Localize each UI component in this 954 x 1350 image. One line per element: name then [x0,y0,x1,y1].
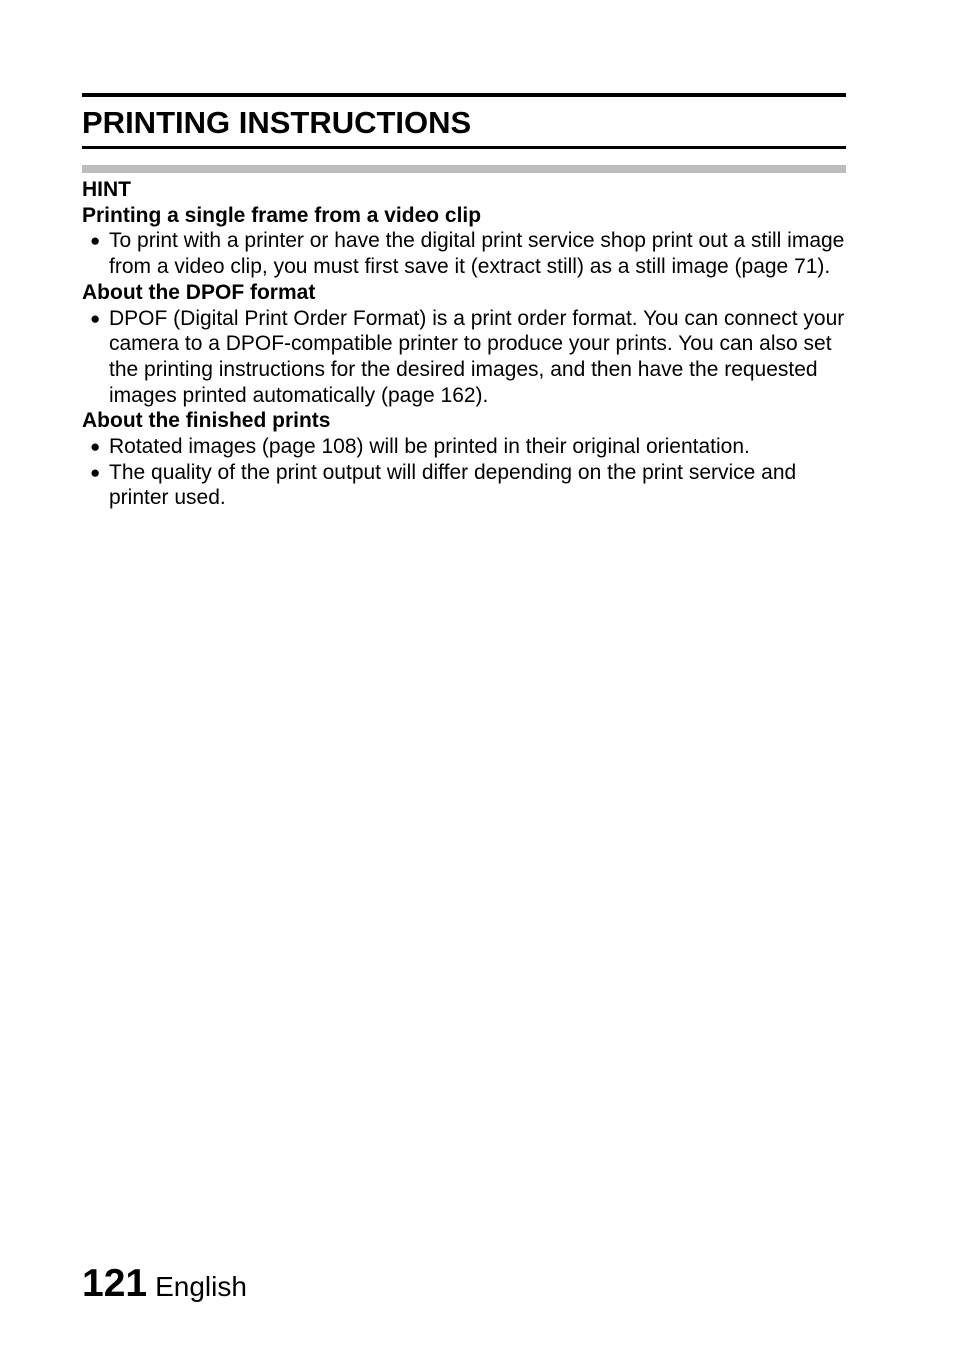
section-divider [82,165,846,173]
bullet-list [82,434,846,511]
bullet-icon: ● [90,308,101,328]
hint-box [82,177,846,511]
bullet-list [82,228,846,279]
section-heading: About the finished prints [82,409,331,433]
section-heading: About the DPOF format [82,280,316,304]
bullet-icon: ● [90,437,101,457]
hint-label: HINT [82,178,131,201]
page-footer [82,1262,247,1306]
bullet-text: To print with a printer or have the digital print service shop print out a still image from a video clip, you must first save it (extract still) as a still image (page 71). [109,229,845,279]
list-item [82,460,846,511]
page-title: PRINTING INSTRUCTIONS [82,105,472,140]
bullet-list [82,306,846,409]
bullet-text: Rotated images (page 108) will be printed in their original orientation. [109,435,750,459]
page-header [82,93,846,149]
bullet-icon: ● [90,462,101,482]
list-item [82,228,846,279]
section-heading: Printing a single frame from a video clip [82,203,482,227]
list-item [82,434,846,460]
page-number: 121 [82,1262,148,1305]
bullet-text: DPOF (Digital Print Order Format) is a print order format. You can connect your camera to a DPOF-compatible printer to produce your prints. You can also set the printing instructions for the desired images, and then have the requested images printed automatically (page 162). [109,306,845,407]
list-item [82,306,846,409]
language-label: English [155,1271,247,1302]
bullet-icon: ● [90,231,101,251]
bullet-text: The quality of the print output will differ depending on the print service and printer used. [109,460,797,510]
